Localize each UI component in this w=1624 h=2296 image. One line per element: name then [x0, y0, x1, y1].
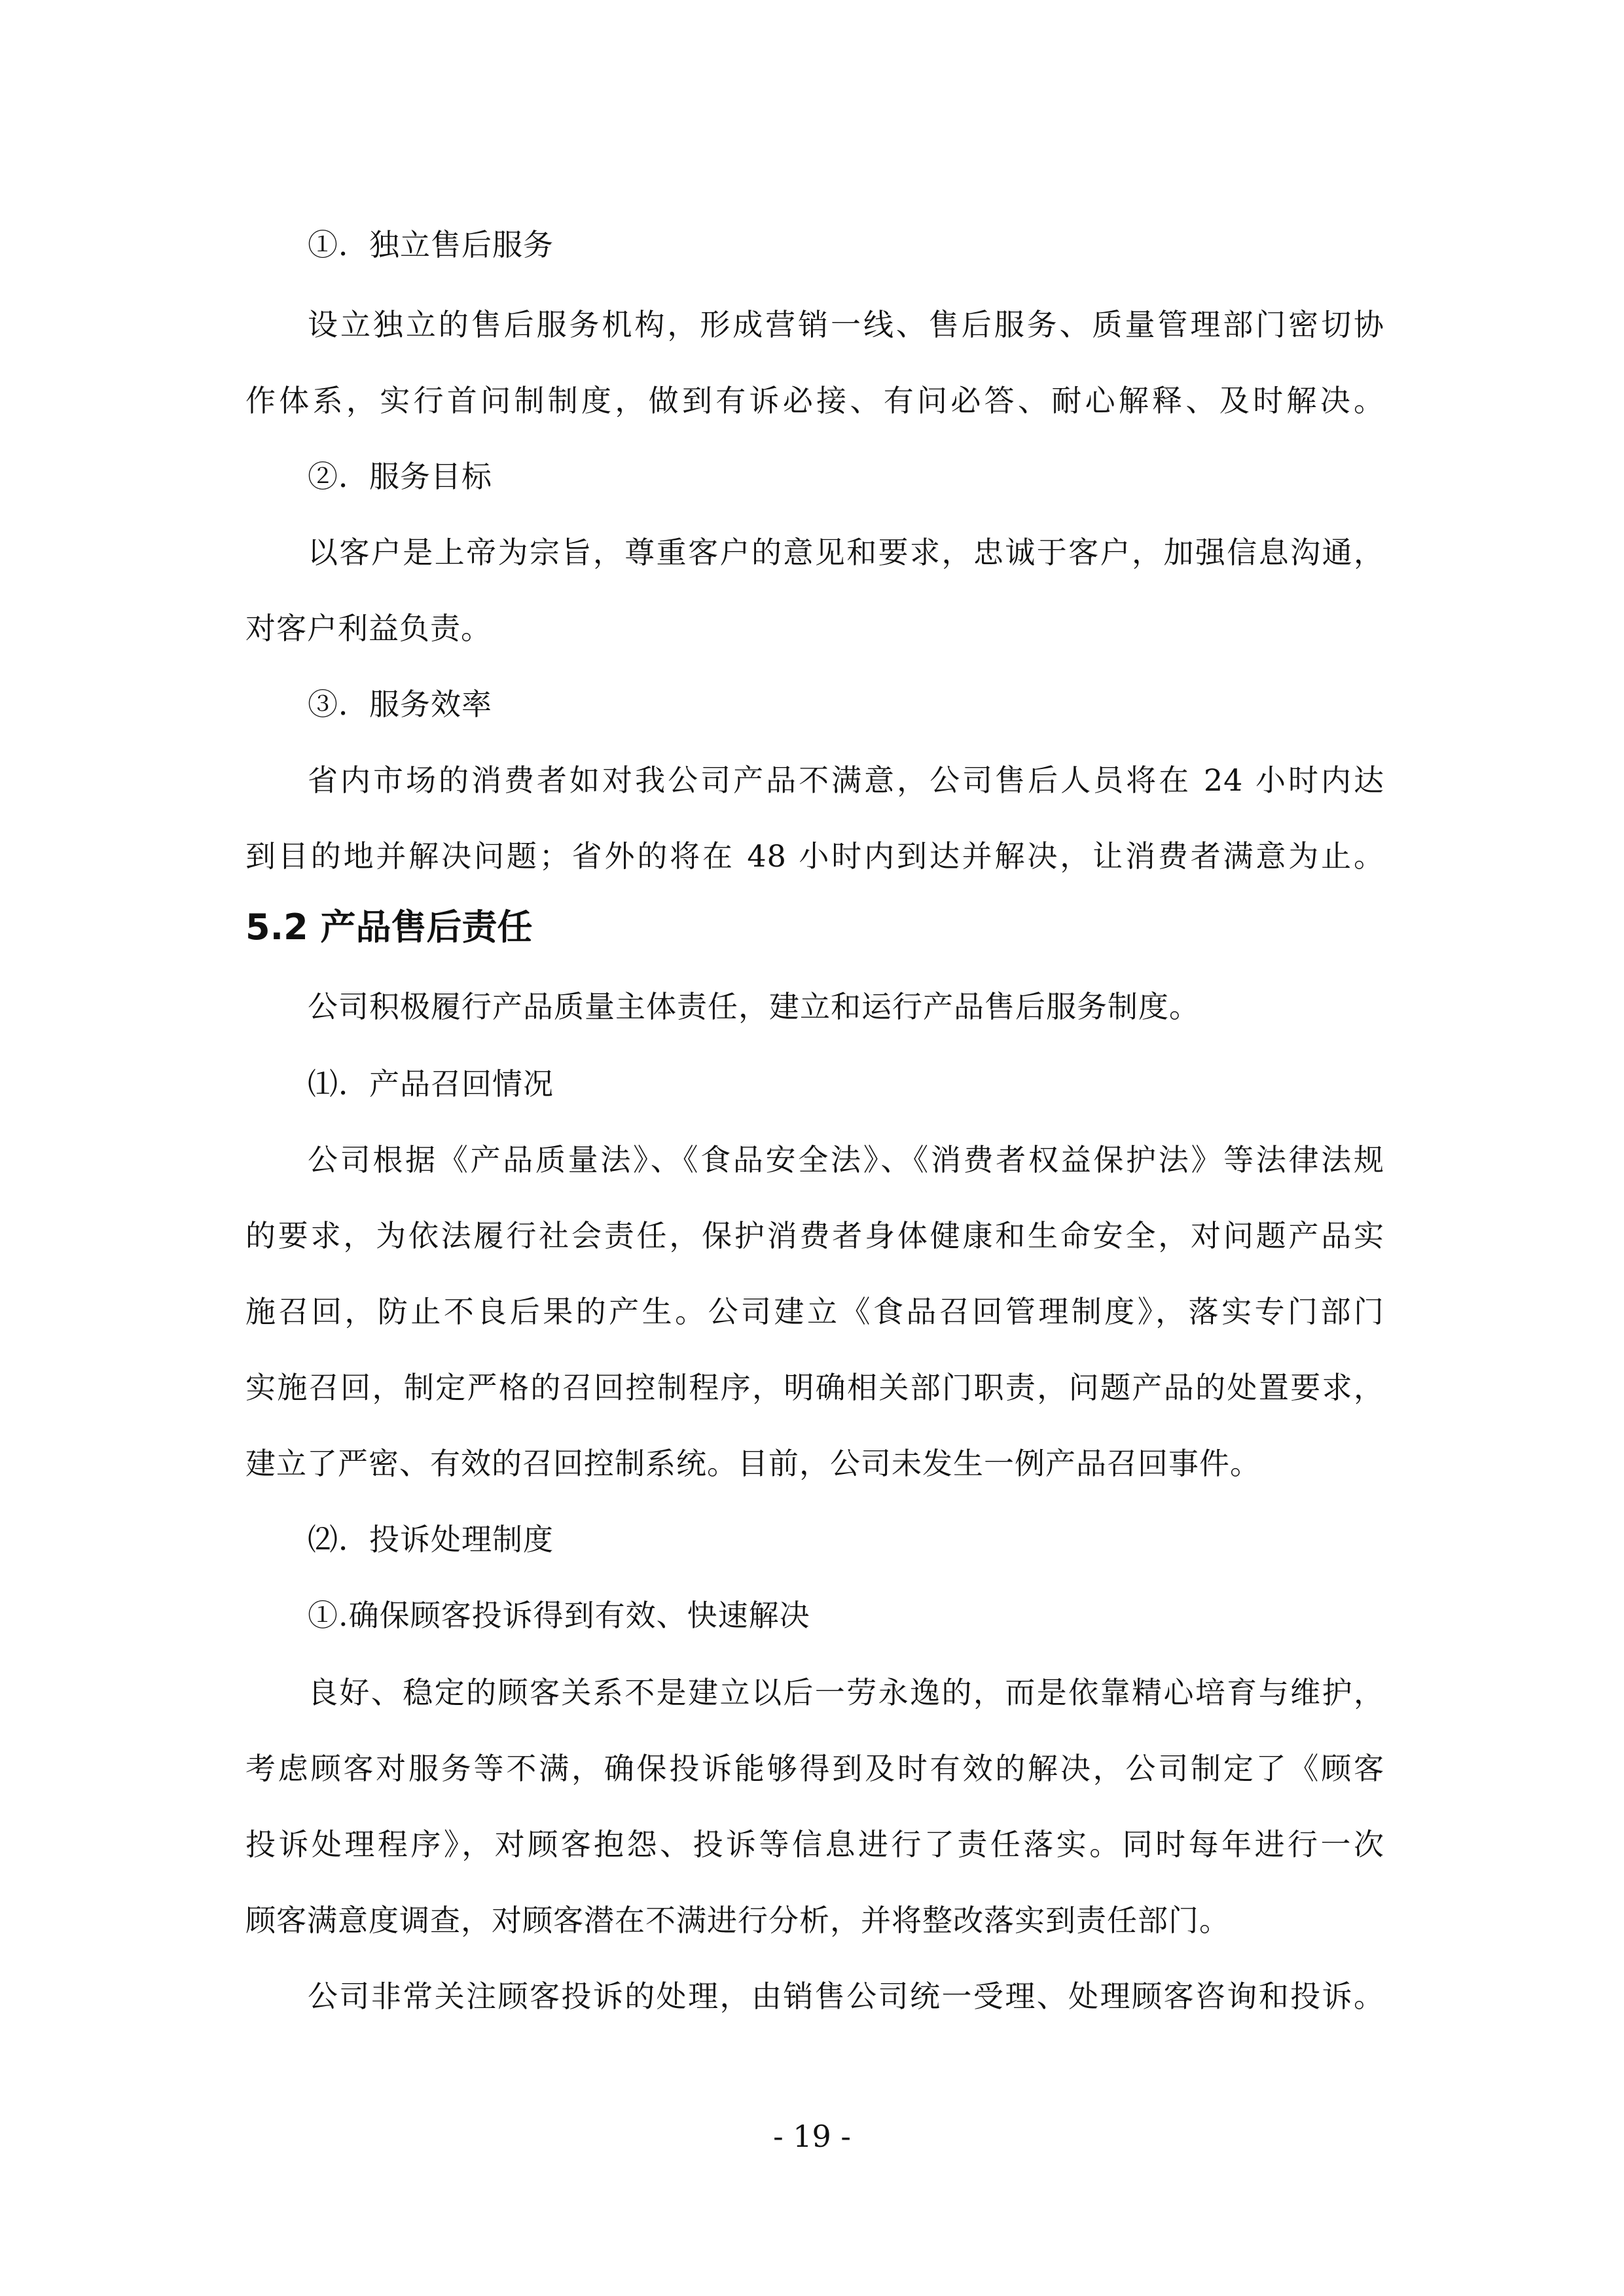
paragraph-line: 建立了严密、有效的召回控制系统。目前，公司未发生一例产品召回事件。 — [245, 1446, 1261, 1481]
paragraph-line: 以客户是上帝为宗旨，尊重客户的意见和要求，忠诚于客户，加强信息沟通， — [308, 535, 1384, 570]
paragraph-line: 实施召回，制定严格的召回控制程序，明确相关部门职责，问题产品的处置要求， — [245, 1370, 1384, 1405]
paragraph-line: 作体系，实行首问制制度，做到有诉必接、有问必答、耐心解释、及时解决。 — [245, 383, 1384, 418]
paragraph-line: 投诉处理程序》，对顾客抱怨、投诉等信息进行了责任落实。同时每年进行一次 — [245, 1827, 1384, 1862]
paragraph-line: 省内市场的消费者如对我公司产品不满意，公司售后人员将在 24 小时内达 — [308, 762, 1384, 798]
list-item-independent-after-sales: ①．独立售后服务 — [308, 227, 554, 262]
paragraph-line: 公司根据《产品质量法》、《食品安全法》、《消费者权益保护法》等法律法规 — [308, 1142, 1384, 1177]
paragraph-line: 对客户利益负责。 — [245, 611, 492, 646]
paragraph-line: 的要求，为依法履行社会责任，保护消费者身体健康和生命安全，对问题产品实 — [245, 1218, 1384, 1253]
paragraph-line: 顾客满意度调查，对顾客潜在不满进行分析，并将整改落实到责任部门。 — [245, 1903, 1230, 1938]
page-number: - 19 - — [773, 2119, 851, 2154]
list-item-service-goal: ②．服务目标 — [308, 459, 492, 494]
list-item-complaint-handling: ⑵．投诉处理制度 — [308, 1522, 554, 1557]
paragraph-line: 到目的地并解决问题；省外的将在 48 小时内到达并解决，让消费者满意为止。 — [245, 838, 1384, 874]
paragraph-line: 考虑顾客对服务等不满，确保投诉能够得到及时有效的解决，公司制定了《顾客 — [245, 1751, 1384, 1786]
paragraph-line: 施召回，防止不良后果的产生。公司建立《食品召回管理制度》，落实专门部门 — [245, 1294, 1384, 1329]
list-item-complaint-resolution: ①.确保顾客投诉得到有效、快速解决 — [308, 1598, 810, 1633]
paragraph-line: 公司非常关注顾客投诉的处理，由销售公司统一受理、处理顾客咨询和投诉。 — [308, 1979, 1384, 2014]
section-heading: 5.2 产品售后责任 — [245, 906, 533, 948]
paragraph-line: 设立独立的售后服务机构，形成营销一线、售后服务、质量管理部门密切协 — [308, 307, 1384, 342]
list-item-service-efficiency: ③．服务效率 — [308, 687, 492, 722]
paragraph-line: 良好、稳定的顾客关系不是建立以后一劳永逸的，而是依靠精心培育与维护， — [308, 1675, 1384, 1710]
paragraph-line: 公司积极履行产品质量主体责任，建立和运行产品售后服务制度。 — [308, 989, 1200, 1024]
list-item-product-recall: ⑴．产品召回情况 — [308, 1066, 554, 1102]
